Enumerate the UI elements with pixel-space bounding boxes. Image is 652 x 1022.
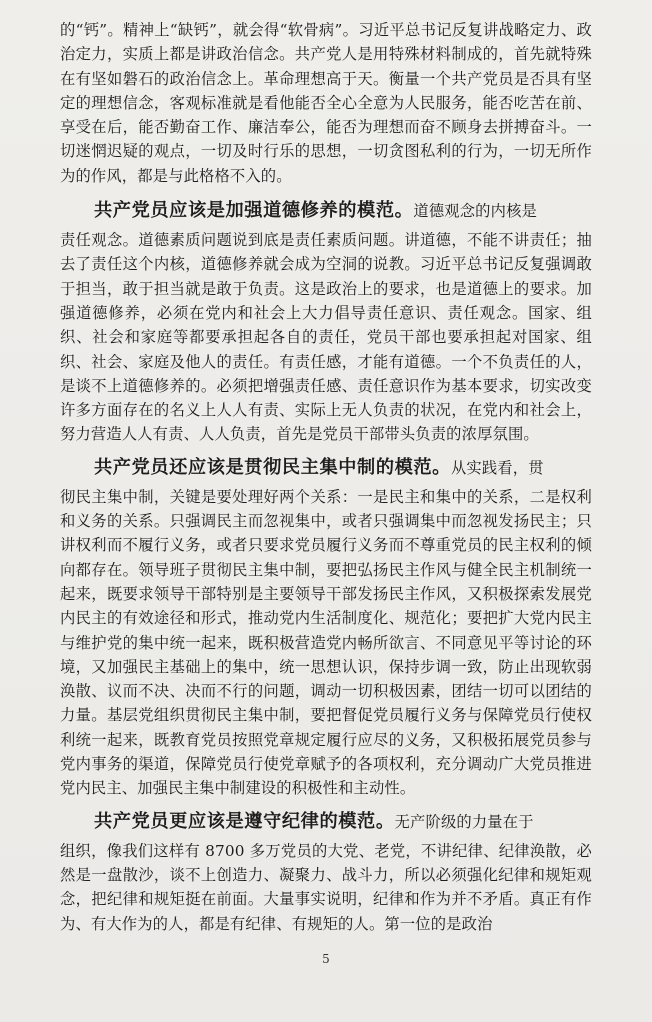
intro-paragraph: 的“钙”。精神上“缺钙”，就会得“软骨病”。习近平总书记反复讲战略定力、政治定力，实质上都是讲政治信念。共产党人是用特殊材料制成的，首先就特殊在有坚如磐石的政治信念上。革命理想高于天。衡量一个共产党员是否具有坚定的理想信念，客观标准就是看他能否全心全意为人民服务，能否吃苦在前、享受在后，能否勤奋工作、廉洁奉公，能否为理想而奋不顾身去拼搏奋斗。一切迷惘迟疑的观点，一切及时行乐的思想，一切贪图私利的行为，一切无所作为的作风，都是与此格格不入的。: [60, 21, 592, 185]
section-heading: 共产党员应该是加强道德修养的模范。: [94, 200, 414, 222]
section-discipline: [60, 805, 592, 936]
section-democratic-centralism: [60, 451, 592, 801]
section-body: 责任观念。道德素质问题说到底是责任素质问题。讲道德，不能不讲责任；抽去了责任这个内核，道德修养就会成为空洞的说教。习近平总书记反复强调敢于担当，敢于担当就是敢于负责。这是政治上的要求，也是道德上的要求。加强道德修养，必须在党内和社会上大力倡导责任意识、责任观念。国家、组织、社会和家庭等都要承担起各自的责任，党员干部也要承担起对国家、组织、社会、家庭及他人的责任。有责任感，才能有道德。一个不负责任的人，是谈不上道德修养的。必须把增强责任感、责任意识作为基本要求，切实改变许多方面存在的名义上人人有责、实际上无人负责的状况，在党内和社会上，努力营造人人有责、人人负责，首先是党员干部带头负责的浓厚氛围。: [60, 231, 592, 444]
section-lead-text: 道德观念的内核是: [413, 202, 537, 221]
section-lead-text: 无产阶级的力量在于: [394, 812, 534, 831]
section-heading-line: [60, 805, 592, 839]
section-body: 彻民主集中制，关键是要处理好两个关系：一是民主和集中的关系，二是权利和义务的关系。只强调民主而忽视集中，或者只强调集中而忽视发扬民主；只讲权利而不履行义务，或者只要求党员履行义务而不尊重党员的民主权利的倾向都存在。领导班子贯彻民主集中制，要把弘扬民主作风与健全民主机制统一起来，既要求领导干部特别是主要领导干部发扬民主作风，又积极探索发展党内民主的有效途径和形式，推动党内生活制度化、规范化；要把扩大党内民主与维护党的集中统一起来，既积极营造党内畅所欲言、不同意见平等讨论的环境，又加强民主基础上的集中，统一思想认识，保持步调一致，防止出现软弱涣散、议而不决、决而不行的问题，调动一切积极因素，团结一切可以团结的力量。基层党组织贯彻民主集中制，要把督促党员履行义务与保障党员行使权利统一起来，既教育党员按照党章规定履行应尽的义务，又积极拓展党员参与党内事务的渠道，保障党员行使党章赋予的各项权利，充分调动广大党员推进党内民主、加强民主集中制建设的积极性和主动性。: [60, 487, 592, 798]
section-heading: 共产党员还应该是贯彻民主集中制的模范。: [94, 456, 451, 478]
section-heading-line: [60, 451, 592, 485]
page-number: 5: [322, 952, 330, 966]
section-lead-text: 从实践看，贯: [450, 458, 544, 477]
section-heading: 共产党员更应该是遵守纪律的模范。: [94, 810, 395, 832]
section-body: 组织，像我们这样有 8700 多万党员的大党、老党，不讲纪律、纪律涣散，必然是一盘散沙，谈不上创造力、凝聚力、战斗力，所以必须强化纪律和规矩观念，把纪律和规矩挺在前面。大量事实说明，纪律和作为并不矛盾。真正有作为、有大作为的人，都是有纪律、有规矩的人。第一位的是政治: [60, 841, 592, 933]
page-content: [60, 18, 592, 940]
section-moral-cultivation: [60, 194, 592, 447]
section-heading-line: [60, 194, 592, 228]
